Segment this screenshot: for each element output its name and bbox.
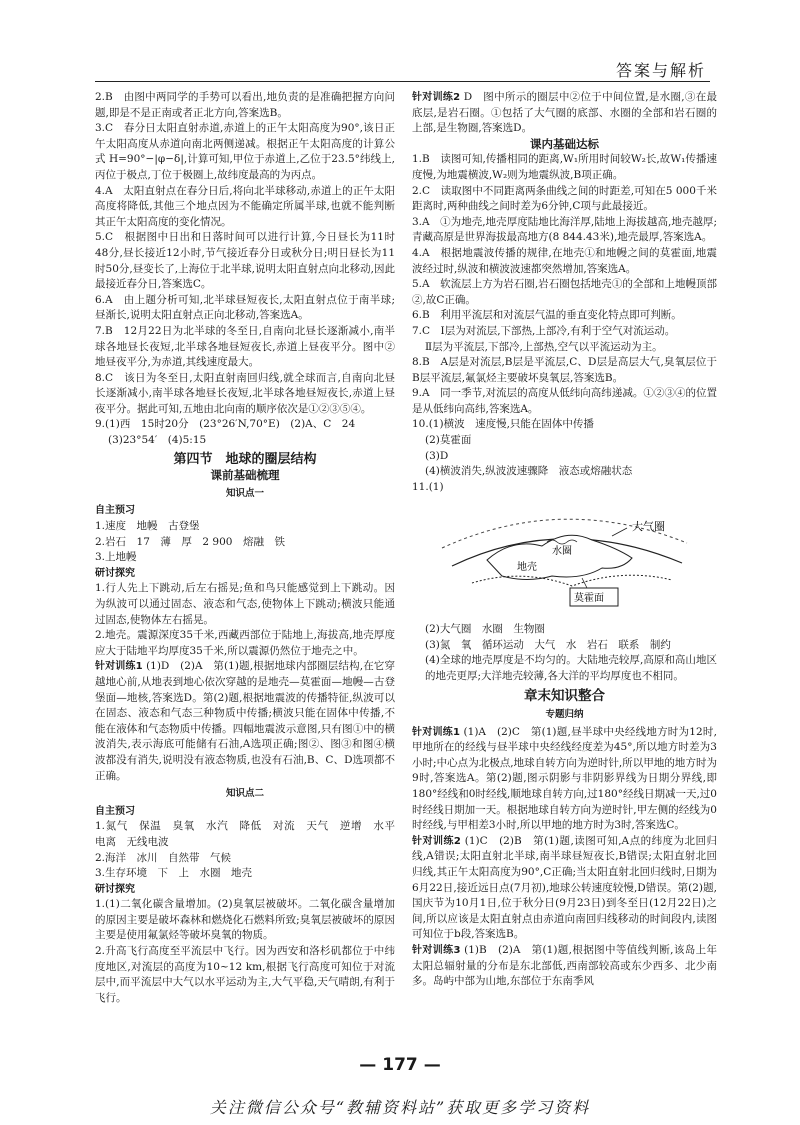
- hydrosphere-label: 水圈: [552, 546, 572, 558]
- label-explore: 研讨探究: [95, 883, 135, 895]
- answer-paragraph: (3)23°54′ (4)5:15: [108, 434, 207, 447]
- atmosphere-label: 大气圈: [632, 520, 665, 534]
- answer-paragraph: 10.(1)横波 速度慢,只能在固体中传播: [412, 418, 594, 431]
- topic-summary-heading: 专题归纳: [545, 709, 584, 720]
- training-text: (1)C (2)B 第(1)题,读图可知,A点的纬度为北回归线,A错误;太阳直射北半球,南半球昼短夜长,B错误;太阳直射北回归线,其正午太阳高度为90°,C正确;当太阳直射北回归线时,日期为6月22日,接近远日点(7月初),地球公转速度较慢,D错误。第(2)题,国庆节为10月1日,位于秋分日(9月23日)到冬至日(12月22日)之间,所以应该是太阳直射点由赤道向南回归线移动的时间段内,读图可知位于b段,答案选B。: [412, 834, 717, 941]
- subsection-title: 课内基础达标: [530, 136, 599, 151]
- training-item: [95, 659, 395, 784]
- answer-paragraph: (2)大气圈 水圈 生物圈: [425, 623, 545, 636]
- preview-item: 2.岩石 17 薄 厚 2 900 熔融 铁: [95, 535, 285, 548]
- knowledge-point-heading: 知识点二: [225, 788, 264, 800]
- preview-item: 1.速度 地幔 古登堡: [95, 520, 200, 533]
- preview-item: 3.上地幔: [95, 551, 137, 564]
- label-training: 针对训练1: [412, 726, 460, 738]
- training-text: (1)D (2)A 第(1)题,根据地球内部圈层结构,在它穿越地心前,从地表到地心依次穿越的是地壳—莫霍面—地幔—古登堡面—地核,答案选D。第(2)题,根据地震波的传播特征,纵波可以在固态、液态和气态三种物质中传播;横波只能在固体中传播,不能在液体和气态物质中传播。四幅地震波示意图,只有图①中的横波消失,表示海底可能储有石油,A选项正确;图②、图③和图④横波都没有消失,说明没有液态物质,也没有石油,B、C、D选项都不正确。: [95, 660, 396, 782]
- moho-pointer: [582, 578, 587, 588]
- answer-paragraph: 8.C 该日为冬至日,太阳直射南回归线,就全球而言,自南向北昼长逐渐减小,南半球各地昼长夜短,北半球各地昼短夜长,赤道上昼夜平分。据此可知,五地由北向南的顺序依次是①②③⑤④。: [95, 371, 395, 415]
- answer-paragraph: 5.A 软流层上方为岩石圈,岩石圈包括地壳①的全部和上地幔顶部②,故C正确。: [412, 278, 717, 306]
- answer-paragraph: 11.(1): [412, 480, 444, 493]
- answer-paragraph: 6.B 利用平流层和对流层气温的垂直变化特点即可判断。: [412, 309, 682, 322]
- answer-paragraph: (4)横波消失,纵波波速骤降 液态或熔融状态: [425, 465, 633, 478]
- label-training: 针对训练1: [95, 661, 143, 673]
- answer-paragraph: (2)莫霍面: [425, 434, 472, 447]
- answer-paragraph: 4.A 太阳直射点在春分日后,将向北半球移动,赤道上的正午太阳高度将降低,其他三个地点因为不能确定所属半球,也就不能判断其正午太阳高度的变化情况。: [95, 184, 395, 228]
- answer-paragraph: 7.B 12月22日为北半球的冬至日,自南向北昼长逐渐减小,南半球各地昼长夜短,北半球各地昼短夜长,赤道上昼夜平分。图中②地昼夜平分,为赤道,其线速度最大。: [95, 324, 395, 369]
- answer-paragraph: 3.C 春分日太阳直射赤道,赤道上的正午太阳高度为90°,该日正午太阳高度从赤道向南北两侧递减。根据正午太阳高度的计算公式 H=90°−|φ−δ|,计算可知,甲位于赤道上,乙位于23.5°纬线上,丙位于极点,丁位于极圈上,故纬度最高的为丙点。: [95, 122, 395, 181]
- answer-paragraph: 8.B A层是对流层,B层是平流层,C、D层是高层大气,臭氧层位于B层平流层,氟氯烃主要破坏臭氧层,答案选B。: [412, 356, 717, 384]
- training-text: D 图中所示的圈层中②位于中间位置,是水圈,③在最底层,是岩石圈。①包括了大气圈的底部、水圈的全部和岩石圈的上部,是生物圈,答案选D。: [412, 91, 718, 135]
- label-training: 针对训练2: [412, 92, 461, 103]
- explore-item: 1.(1)二氧化碳含量增加。(2)臭氧层被破坏。二氧化碳含量增加的原因主要是破坏森林和燃烧化石燃料所致;臭氧层被破坏的原因主要是使用氟氯烃等破坏臭氧的物质。: [95, 898, 395, 942]
- preview-item: 3.生存环境 下 上 水圈 地壳: [95, 867, 253, 880]
- answer-paragraph: 5.C 根据图中日出和日落时间可以进行计算,今日昼长为11时48分,昼长接近12小时,节气接近春分日或秋分日;明日昼长为11时50分,昼变长了,上海位于北半球,说明太阳直射点向北移动,因此最接近春分日,答案选C。: [95, 231, 395, 291]
- footer-note: 关注微信公众号“教辅资料站”获取更多学习资料: [209, 1098, 591, 1117]
- answer-paragraph: 7.C Ⅰ层为对流层,下部热,上部冷,有利于空气对流运动。: [412, 324, 676, 337]
- answer-paragraph: 3.A ①为地壳,地壳厚度陆地比海洋厚,陆地上海拔越高,地壳越厚;青藏高原是世界海拔最高地方(8 844.43米),地壳最厚,答案选A。: [412, 215, 717, 244]
- training-text: (1)B (2)A 第(1)题,根据图中等值线判断,该岛上年太阳总辐射量的分布是东北部低,西南部较高或东少西多、北少南多。岛屿中部为山地,东部位于东南季风: [412, 943, 717, 988]
- earth-spheres-diagram: [432, 498, 697, 613]
- answer-paragraph: 2.B 由图中两同学的手势可以看出,地负责的是准确把握方向问题,即是不是正南或者正北方向,答案选B。: [95, 91, 395, 119]
- header-title: 答案与解析: [615, 61, 706, 80]
- training-item: [412, 943, 717, 990]
- left-column: [95, 90, 406, 1006]
- training-item: [412, 725, 717, 834]
- preview-item: 2.海洋 冰川 自然带 气候: [95, 851, 232, 864]
- knowledge-point-heading: 知识点一: [225, 487, 264, 499]
- answer-paragraph: Ⅱ层为平流层,下部冷,上部热,空气以平流运动为主。: [425, 340, 663, 353]
- atmosphere-pointer: [612, 528, 627, 536]
- page-number: — 177 —: [359, 1055, 441, 1075]
- subsection-title: 课前基础梳理: [210, 468, 280, 483]
- label-training: 针对训练2: [412, 835, 461, 847]
- chapter-summary-title: 章末知识整合: [524, 688, 605, 705]
- training-item: [412, 834, 717, 943]
- explore-item: 1.行人先上下跳动,后左右摇晃;鱼和鸟只能感觉到上下跳动。因为纵波可以通过固态、液态和气态,使物体上下跳动;横波只能通过固态,使物体左右摇晃。: [95, 582, 395, 626]
- answer-paragraph: 9.A 同一季节,对流层的高度从低纬向高纬递减。①②③④的位置是从低纬向高纬,答案选A。: [412, 387, 717, 415]
- label-preview: 自主预习: [95, 505, 135, 517]
- section-title: 第四节 地球的圈层结构: [173, 451, 317, 467]
- preview-item: 1.氮气 保温 臭氧 水汽 降低 对流 天气 逆增 水平 电离 无线电波: [95, 820, 406, 848]
- moho-label: 莫霍面: [574, 593, 604, 605]
- training-text: (1)A (2)C 第(1)题,昼半球中央经线地方时为12时,甲地所在的经线与昼半球中央经线经度差为45°,所以地方时差为3小时;中心点为北极点,地球自转方向为逆时针,所以甲地的地方时为9时,答案选A。第(2)题,图示阴影与非阴影界线为日期分界线,即180°经线和0时经线,顺地球自转方向,过180°经线日期减一天,过0时经线日期加一天。根据地球自转方向为逆时针,甲左侧的经线为0时经线,与甲相差3小时,所以甲地的地方时为3时,答案选C。: [412, 725, 717, 832]
- answer-paragraph: (3)D: [425, 449, 449, 462]
- explore-item: 2.地壳。震源深度35千米,西藏西部位于陆地上,海拔高,地壳厚度应大于陆地平均厚度35千米,所以震源仍然位于地壳之中。: [95, 629, 395, 657]
- explore-item: 2.升高飞行高度至平流层中飞行。因为西安和洛杉矶都位于中纬度地区,对流层的高度为10~12 km,根据飞行高度可知位于对流层中,而平流层中大气以水平运动为主,大气平稳,天气晴朗,有利于飞行。: [95, 945, 395, 1004]
- answer-paragraph: (4)全球的地壳厚度是不均匀的。大陆地壳较厚,高原和高山地区的地壳更厚;大洋地壳较薄,各大洋的平均厚度也不相同。: [425, 654, 717, 682]
- crust-label: 地壳: [517, 562, 537, 574]
- answer-paragraph: 4.A 根据地震波传播的规律,在地壳①和地幔之间的莫霍面,地震波经过时,纵波和横波波速都突然增加,答案选A。: [412, 246, 717, 275]
- answer-paragraph: (3)氮 氧 循环运动 大气 水 岩石 联系 制约: [425, 638, 671, 651]
- answer-paragraph: 2.C 读取图中不同距离两条曲线之间的时距差,可知在5 000千米距离时,两种曲线之间时差为6分钟,C项与此最接近。: [412, 184, 717, 213]
- answer-paragraph: 6.A 由上题分析可知,北半球昼短夜长,太阳直射点位于南半球;昼渐长,说明太阳直射点正向北移动,答案选A。: [95, 293, 395, 322]
- label-preview: 自主预习: [95, 805, 135, 817]
- training-item: [412, 90, 717, 137]
- label-training: 针对训练3: [412, 944, 461, 956]
- page-number-value: 177: [382, 1055, 418, 1075]
- answer-paragraph: 9.(1)西 15时20分 (23°26′N,70°E) (2)A、C 24: [95, 418, 356, 431]
- right-column: [412, 90, 717, 990]
- page-header: [95, 46, 710, 82]
- label-explore: 研讨探究: [95, 567, 135, 579]
- answer-paragraph: 1.B 读图可知,传播相同的距离,W₁所用时间较W₂长,故W₁传播速度慢,为地震横波,W₂则为地震纵波,B项正确。: [412, 153, 717, 181]
